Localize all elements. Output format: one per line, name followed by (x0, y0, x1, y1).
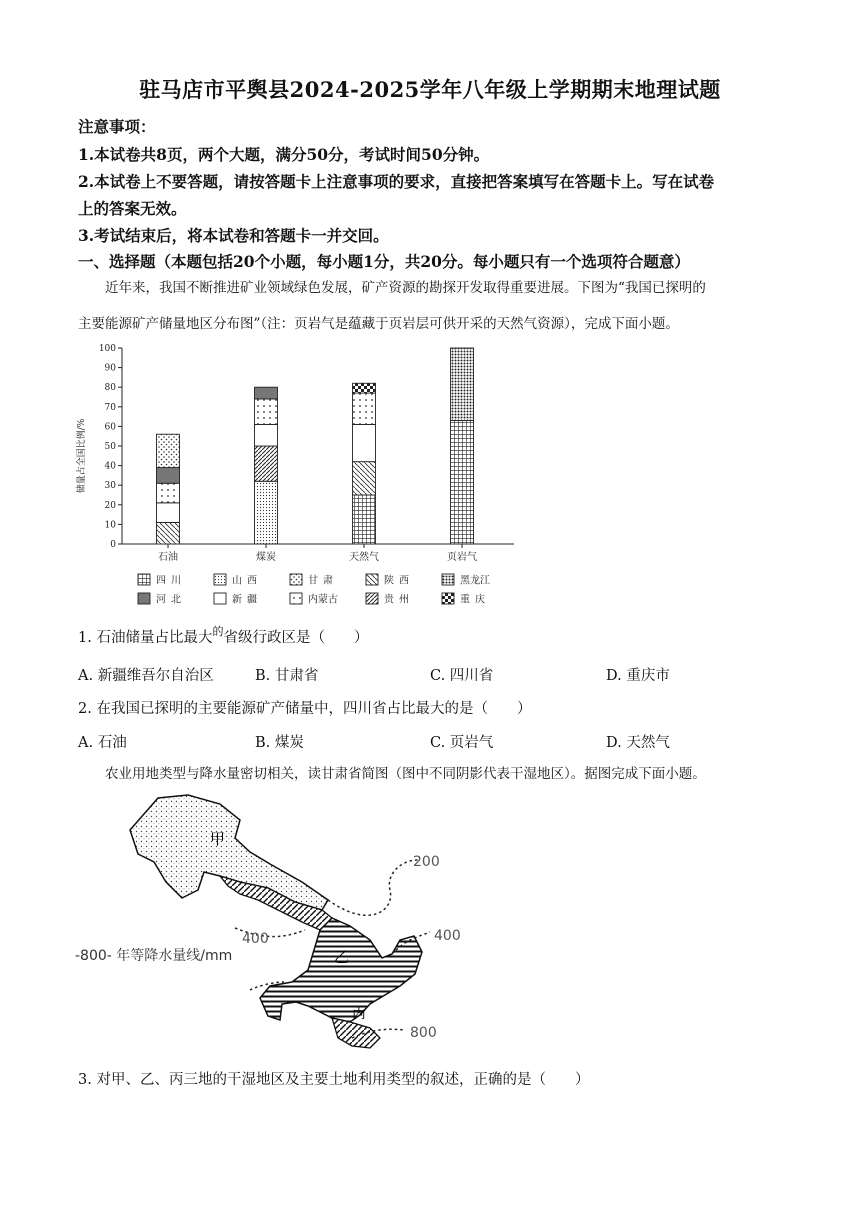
question-1-sup: 的 (212, 625, 224, 638)
legend-swatch (290, 574, 302, 585)
section-heading: 一、选择题（本题包括20个小题，每小题1分，共20分。每小题只有一个选项符合题意） (78, 252, 690, 271)
passage-1-line-1: 近年来，我国不断推进矿业领域绿色发展，矿产资源的勘探开发取得重要进展。下图为“我国已探明的 (105, 280, 706, 296)
legend-label: 新疆 (232, 594, 262, 606)
bar-segment (451, 348, 474, 421)
passage-1-line-2: 主要能源矿产储量地区分布图”（注：页岩气是蕴藏于页岩层可供开采的天然气资源），完成下面小题。 (78, 316, 679, 332)
legend-swatch (138, 574, 150, 585)
q2-option-c[interactable]: C. 页岩气 (430, 735, 494, 751)
region-yi (260, 918, 422, 1022)
bar-segment (353, 462, 376, 495)
y-tick-label: 0 (110, 540, 116, 550)
question-2: 2. 在我国已探明的主要能源矿产储量中，四川省占比最大的是（ ） (78, 701, 532, 717)
y-tick-label: 90 (104, 363, 116, 374)
bar-segment (255, 446, 278, 481)
notice-item-3: 3.考试结束后，将本试卷和答题卡一并交回。 (78, 226, 389, 245)
bar-segment (157, 503, 180, 523)
question-1-stem: 1. 石油储量占比最大 (78, 630, 213, 646)
isoline-label-400-west: 400 (242, 931, 269, 947)
legend-label: 内蒙古 (308, 594, 338, 606)
isoline-label-400-east: 400 (434, 928, 461, 944)
legend-label: 陕西 (384, 575, 414, 587)
legend-label: 黑龙江 (460, 575, 490, 587)
legend-label: 四川 (156, 575, 186, 587)
legend-label: 贵州 (384, 594, 414, 606)
legend-swatch (366, 574, 378, 585)
x-tick-label: 煤炭 (256, 552, 276, 563)
bar-segment (353, 383, 376, 393)
y-tick-label: 10 (104, 520, 116, 531)
question-3: 3. 对甲、乙、丙三地的干湿地区及主要土地利用类型的叙述，正确的是（ ） (78, 1072, 590, 1088)
question-1 (78, 626, 368, 647)
bar-segment (353, 424, 376, 461)
bar-segment (157, 434, 180, 467)
bar-segment (255, 481, 278, 544)
question-1-stem-end: 省级行政区是（ ） (223, 630, 369, 646)
y-tick-label: 80 (104, 383, 116, 394)
energy-reserve-chart (70, 338, 540, 613)
notice-item-2: 2.本试卷上不要答题，请按答题卡上注意事项的要求，直接把答案填写在答题卡上。写在试卷 (78, 172, 715, 191)
q1-option-c[interactable]: C. 四川省 (430, 668, 494, 684)
y-axis-label: 储量占全国比例/% (77, 418, 87, 494)
y-tick-label: 100 (98, 344, 116, 354)
label-bing: 丙 (352, 1006, 366, 1022)
q2-option-a[interactable]: A. 石油 (78, 735, 127, 751)
bar-segment (157, 468, 180, 484)
gansu-map (70, 790, 470, 1060)
notice-item-1: 1.本试卷共8页，两个大题，满分50分，考试时间50分钟。 (78, 145, 490, 164)
legend-swatch (366, 593, 378, 604)
notice-heading: 注意事项： (78, 117, 156, 136)
q2-option-b[interactable]: B. 煤炭 (255, 735, 304, 751)
x-tick-label: 天然气 (349, 552, 379, 563)
passage-2: 农业用地类型与降水量密切相关，读甘肃省简图（图中不同阴影代表干湿地区）。据图完成下面小题。 (105, 766, 706, 782)
y-tick-label: 30 (104, 481, 116, 492)
legend-swatch (214, 593, 226, 604)
x-tick-label: 石油 (158, 552, 178, 563)
q2-option-d[interactable]: D. 天然气 (606, 735, 670, 751)
isoline-label-200: 200 (413, 854, 440, 870)
y-tick-label: 50 (104, 442, 116, 452)
bar-segment (353, 393, 376, 424)
q1-option-d[interactable]: D. 重庆市 (606, 668, 670, 684)
y-tick-label: 20 (104, 500, 116, 511)
legend-label: 重庆 (460, 594, 490, 606)
legend-label: 河北 (156, 594, 186, 606)
q1-option-a[interactable]: A. 新疆维吾尔自治区 (78, 668, 214, 684)
bar-segment (255, 387, 278, 399)
legend-swatch (442, 593, 454, 604)
legend-label: 甘肃 (308, 575, 338, 587)
bar-segment (157, 522, 180, 544)
bar-segment (353, 495, 376, 544)
y-tick-label: 70 (104, 402, 116, 413)
bar-segment (255, 399, 278, 424)
label-yi: 乙 (334, 948, 350, 966)
region-jia (130, 795, 328, 910)
y-tick-label: 60 (104, 422, 116, 433)
bar-segment (157, 483, 180, 503)
page-title: 驻马店市平舆县2024-2025学年八年级上学期期末地理试题 (139, 77, 721, 102)
bar-segment (451, 421, 474, 544)
y-tick-label: 40 (104, 461, 116, 472)
legend-swatch (442, 574, 454, 585)
region-bing (332, 1018, 380, 1048)
legend-swatch (214, 574, 226, 585)
q1-option-b[interactable]: B. 甘肃省 (255, 668, 319, 684)
bar-segment (255, 424, 278, 446)
notice-item-2-cont: 上的答案无效。 (78, 199, 187, 218)
legend-swatch (138, 593, 150, 604)
legend-label: 山西 (232, 575, 262, 587)
x-tick-label: 页岩气 (447, 552, 477, 563)
legend-swatch (290, 593, 302, 604)
map-legend: -800- 年等降水量线/mm (75, 948, 233, 964)
isoline-label-800: 800 (410, 1025, 437, 1041)
label-jia: 甲 (210, 830, 226, 848)
